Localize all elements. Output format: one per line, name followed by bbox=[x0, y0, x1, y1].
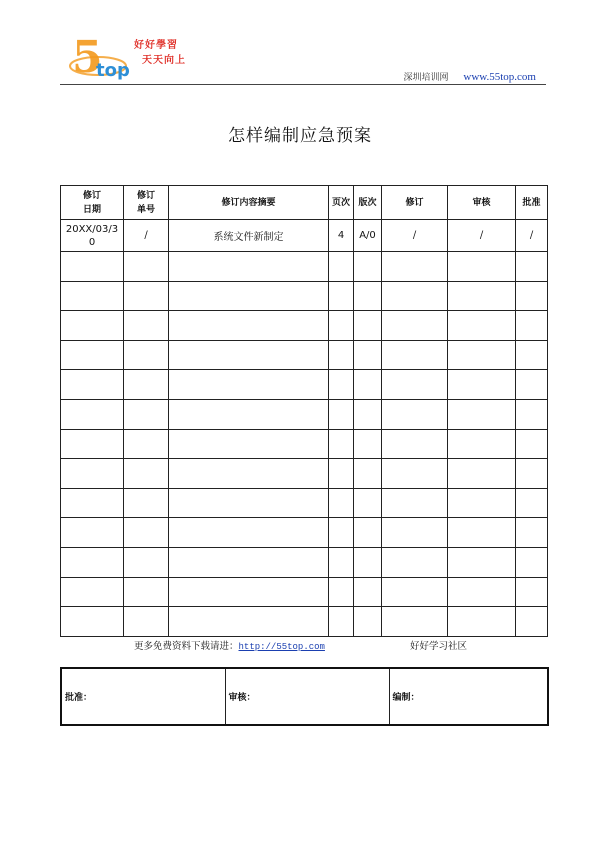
cell-reviewed-by bbox=[448, 370, 516, 400]
cell-revision-date bbox=[61, 488, 124, 518]
header-page: 页次 bbox=[329, 186, 354, 220]
cell-summary bbox=[169, 281, 329, 311]
cell-revision-no bbox=[124, 429, 169, 459]
cell-reviewed-by bbox=[448, 577, 516, 607]
cell-revision-no bbox=[124, 547, 169, 577]
cell-revision-no bbox=[124, 370, 169, 400]
cell-revised-by bbox=[382, 340, 448, 370]
cell-reviewed-by bbox=[448, 488, 516, 518]
table-row bbox=[61, 281, 548, 311]
table-row bbox=[61, 370, 548, 400]
prepare-field: 编制： bbox=[389, 668, 548, 725]
cell-approved-by bbox=[516, 518, 548, 548]
cell-reviewed-by bbox=[448, 607, 516, 637]
cell-version bbox=[354, 252, 382, 282]
cell-revision-date bbox=[61, 459, 124, 489]
svg-text:5: 5 bbox=[72, 32, 103, 83]
cell-revised-by bbox=[382, 577, 448, 607]
table-row bbox=[61, 577, 548, 607]
table-row bbox=[61, 547, 548, 577]
table-row bbox=[61, 459, 548, 489]
cell-version bbox=[354, 488, 382, 518]
cell-summary: 系统文件新制定 bbox=[169, 220, 329, 252]
cell-reviewed-by bbox=[448, 429, 516, 459]
header-site-info bbox=[403, 70, 536, 83]
cell-revision-no bbox=[124, 311, 169, 341]
cell-version bbox=[354, 340, 382, 370]
cell-revision-no bbox=[124, 340, 169, 370]
cell-version bbox=[354, 577, 382, 607]
cell-approved-by bbox=[516, 459, 548, 489]
cell-summary bbox=[169, 518, 329, 548]
cell-summary bbox=[169, 311, 329, 341]
revision-table bbox=[60, 185, 548, 637]
table-row bbox=[61, 518, 548, 548]
cell-revision-no: / bbox=[124, 220, 169, 252]
logo-slogan bbox=[134, 38, 186, 68]
cell-summary bbox=[169, 577, 329, 607]
cell-summary bbox=[169, 547, 329, 577]
cell-revision-no bbox=[124, 488, 169, 518]
cell-approved-by bbox=[516, 370, 548, 400]
cell-revision-date: 20XX/03/3 0 bbox=[61, 220, 124, 252]
table-row bbox=[61, 399, 548, 429]
cell-page bbox=[329, 311, 354, 341]
svg-text:top: top bbox=[96, 60, 130, 81]
cell-page bbox=[329, 281, 354, 311]
cell-approved-by bbox=[516, 340, 548, 370]
cell-revision-date bbox=[61, 607, 124, 637]
signoff-row bbox=[61, 668, 548, 725]
cell-page: 4 bbox=[329, 220, 354, 252]
cell-version bbox=[354, 607, 382, 637]
cell-revised-by bbox=[382, 607, 448, 637]
cell-approved-by bbox=[516, 281, 548, 311]
footer-prefix: 更多免费资料下载请进： bbox=[134, 641, 239, 652]
table-row bbox=[61, 220, 548, 252]
cell-page bbox=[329, 399, 354, 429]
cell-summary bbox=[169, 488, 329, 518]
company-logo bbox=[68, 32, 218, 84]
cell-page bbox=[329, 518, 354, 548]
cell-reviewed-by bbox=[448, 518, 516, 548]
table-row bbox=[61, 252, 548, 282]
cell-approved-by bbox=[516, 429, 548, 459]
cell-version bbox=[354, 281, 382, 311]
header-revised-by: 修订 bbox=[382, 186, 448, 220]
cell-revision-date bbox=[61, 340, 124, 370]
cell-reviewed-by bbox=[448, 399, 516, 429]
cell-revision-no bbox=[124, 399, 169, 429]
cell-revised-by bbox=[382, 281, 448, 311]
cell-page bbox=[329, 488, 354, 518]
cell-revised-by bbox=[382, 429, 448, 459]
cell-version bbox=[354, 370, 382, 400]
cell-page bbox=[329, 252, 354, 282]
cell-approved-by bbox=[516, 399, 548, 429]
cell-page bbox=[329, 370, 354, 400]
document-title: 怎样编制应急预案 bbox=[228, 126, 372, 146]
header-divider bbox=[60, 84, 546, 85]
cell-revision-date bbox=[61, 399, 124, 429]
cell-approved-by bbox=[516, 547, 548, 577]
cell-revision-no bbox=[124, 607, 169, 637]
cell-summary bbox=[169, 429, 329, 459]
cell-revision-date bbox=[61, 518, 124, 548]
header-revision-date: 修订 日期 bbox=[61, 186, 124, 220]
cell-version bbox=[354, 547, 382, 577]
cell-revision-no bbox=[124, 252, 169, 282]
review-field: 审核： bbox=[225, 668, 389, 725]
table-row bbox=[61, 340, 548, 370]
cell-revised-by bbox=[382, 399, 448, 429]
cell-reviewed-by bbox=[448, 547, 516, 577]
cell-summary bbox=[169, 607, 329, 637]
cell-revision-no bbox=[124, 281, 169, 311]
footer-download-note bbox=[134, 638, 325, 652]
cell-approved-by bbox=[516, 488, 548, 518]
cell-summary bbox=[169, 399, 329, 429]
cell-version bbox=[354, 459, 382, 489]
cell-version: A/0 bbox=[354, 220, 382, 252]
revision-table-header bbox=[61, 186, 548, 220]
header-reviewed-by: 审核 bbox=[448, 186, 516, 220]
cell-approved-by bbox=[516, 607, 548, 637]
cell-page bbox=[329, 547, 354, 577]
table-row bbox=[61, 488, 548, 518]
slogan-line-2: 天天向上 bbox=[142, 55, 186, 66]
cell-approved-by bbox=[516, 577, 548, 607]
cell-revised-by bbox=[382, 252, 448, 282]
header-version: 版次 bbox=[354, 186, 382, 220]
table-row bbox=[61, 607, 548, 637]
cell-revised-by bbox=[382, 518, 448, 548]
cell-reviewed-by bbox=[448, 252, 516, 282]
cell-summary bbox=[169, 370, 329, 400]
cell-approved-by bbox=[516, 311, 548, 341]
header-approved-by: 批准 bbox=[516, 186, 548, 220]
cell-revision-date bbox=[61, 252, 124, 282]
header-summary: 修订内容摘要 bbox=[169, 186, 329, 220]
cell-revision-date bbox=[61, 370, 124, 400]
logo-5top-mark bbox=[68, 32, 138, 84]
cell-revision-date bbox=[61, 311, 124, 341]
cell-page bbox=[329, 340, 354, 370]
website-link[interactable]: www.55top.com bbox=[463, 71, 536, 83]
cell-summary bbox=[169, 459, 329, 489]
cell-revision-date bbox=[61, 281, 124, 311]
cell-revision-no bbox=[124, 518, 169, 548]
cell-revised-by bbox=[382, 311, 448, 341]
cell-version bbox=[354, 311, 382, 341]
cell-revision-date bbox=[61, 577, 124, 607]
header-revision-no: 修订 单号 bbox=[124, 186, 169, 220]
cell-approved-by: / bbox=[516, 220, 548, 252]
cell-version bbox=[354, 429, 382, 459]
org-name: 深圳培训网 bbox=[403, 73, 449, 83]
cell-revision-date bbox=[61, 429, 124, 459]
cell-version bbox=[354, 518, 382, 548]
cell-summary bbox=[169, 252, 329, 282]
cell-page bbox=[329, 607, 354, 637]
cell-revised-by bbox=[382, 370, 448, 400]
cell-revised-by: / bbox=[382, 220, 448, 252]
cell-page bbox=[329, 577, 354, 607]
cell-revised-by bbox=[382, 459, 448, 489]
slogan-line-1: 好好學習 bbox=[134, 40, 178, 51]
cell-reviewed-by: / bbox=[448, 220, 516, 252]
signoff-table bbox=[60, 667, 549, 726]
cell-revision-no bbox=[124, 577, 169, 607]
footer-community: 好好学习社区 bbox=[410, 641, 468, 652]
cell-reviewed-by bbox=[448, 459, 516, 489]
cell-version bbox=[354, 399, 382, 429]
cell-reviewed-by bbox=[448, 281, 516, 311]
table-row bbox=[61, 429, 548, 459]
cell-reviewed-by bbox=[448, 340, 516, 370]
cell-revised-by bbox=[382, 488, 448, 518]
cell-reviewed-by bbox=[448, 311, 516, 341]
footer-link[interactable]: http://55top.com bbox=[238, 642, 325, 652]
cell-revision-date bbox=[61, 547, 124, 577]
cell-revision-no bbox=[124, 459, 169, 489]
table-row bbox=[61, 311, 548, 341]
cell-approved-by bbox=[516, 252, 548, 282]
cell-page bbox=[329, 459, 354, 489]
approve-field: 批准： bbox=[61, 668, 225, 725]
cell-page bbox=[329, 429, 354, 459]
cell-summary bbox=[169, 340, 329, 370]
cell-revised-by bbox=[382, 547, 448, 577]
